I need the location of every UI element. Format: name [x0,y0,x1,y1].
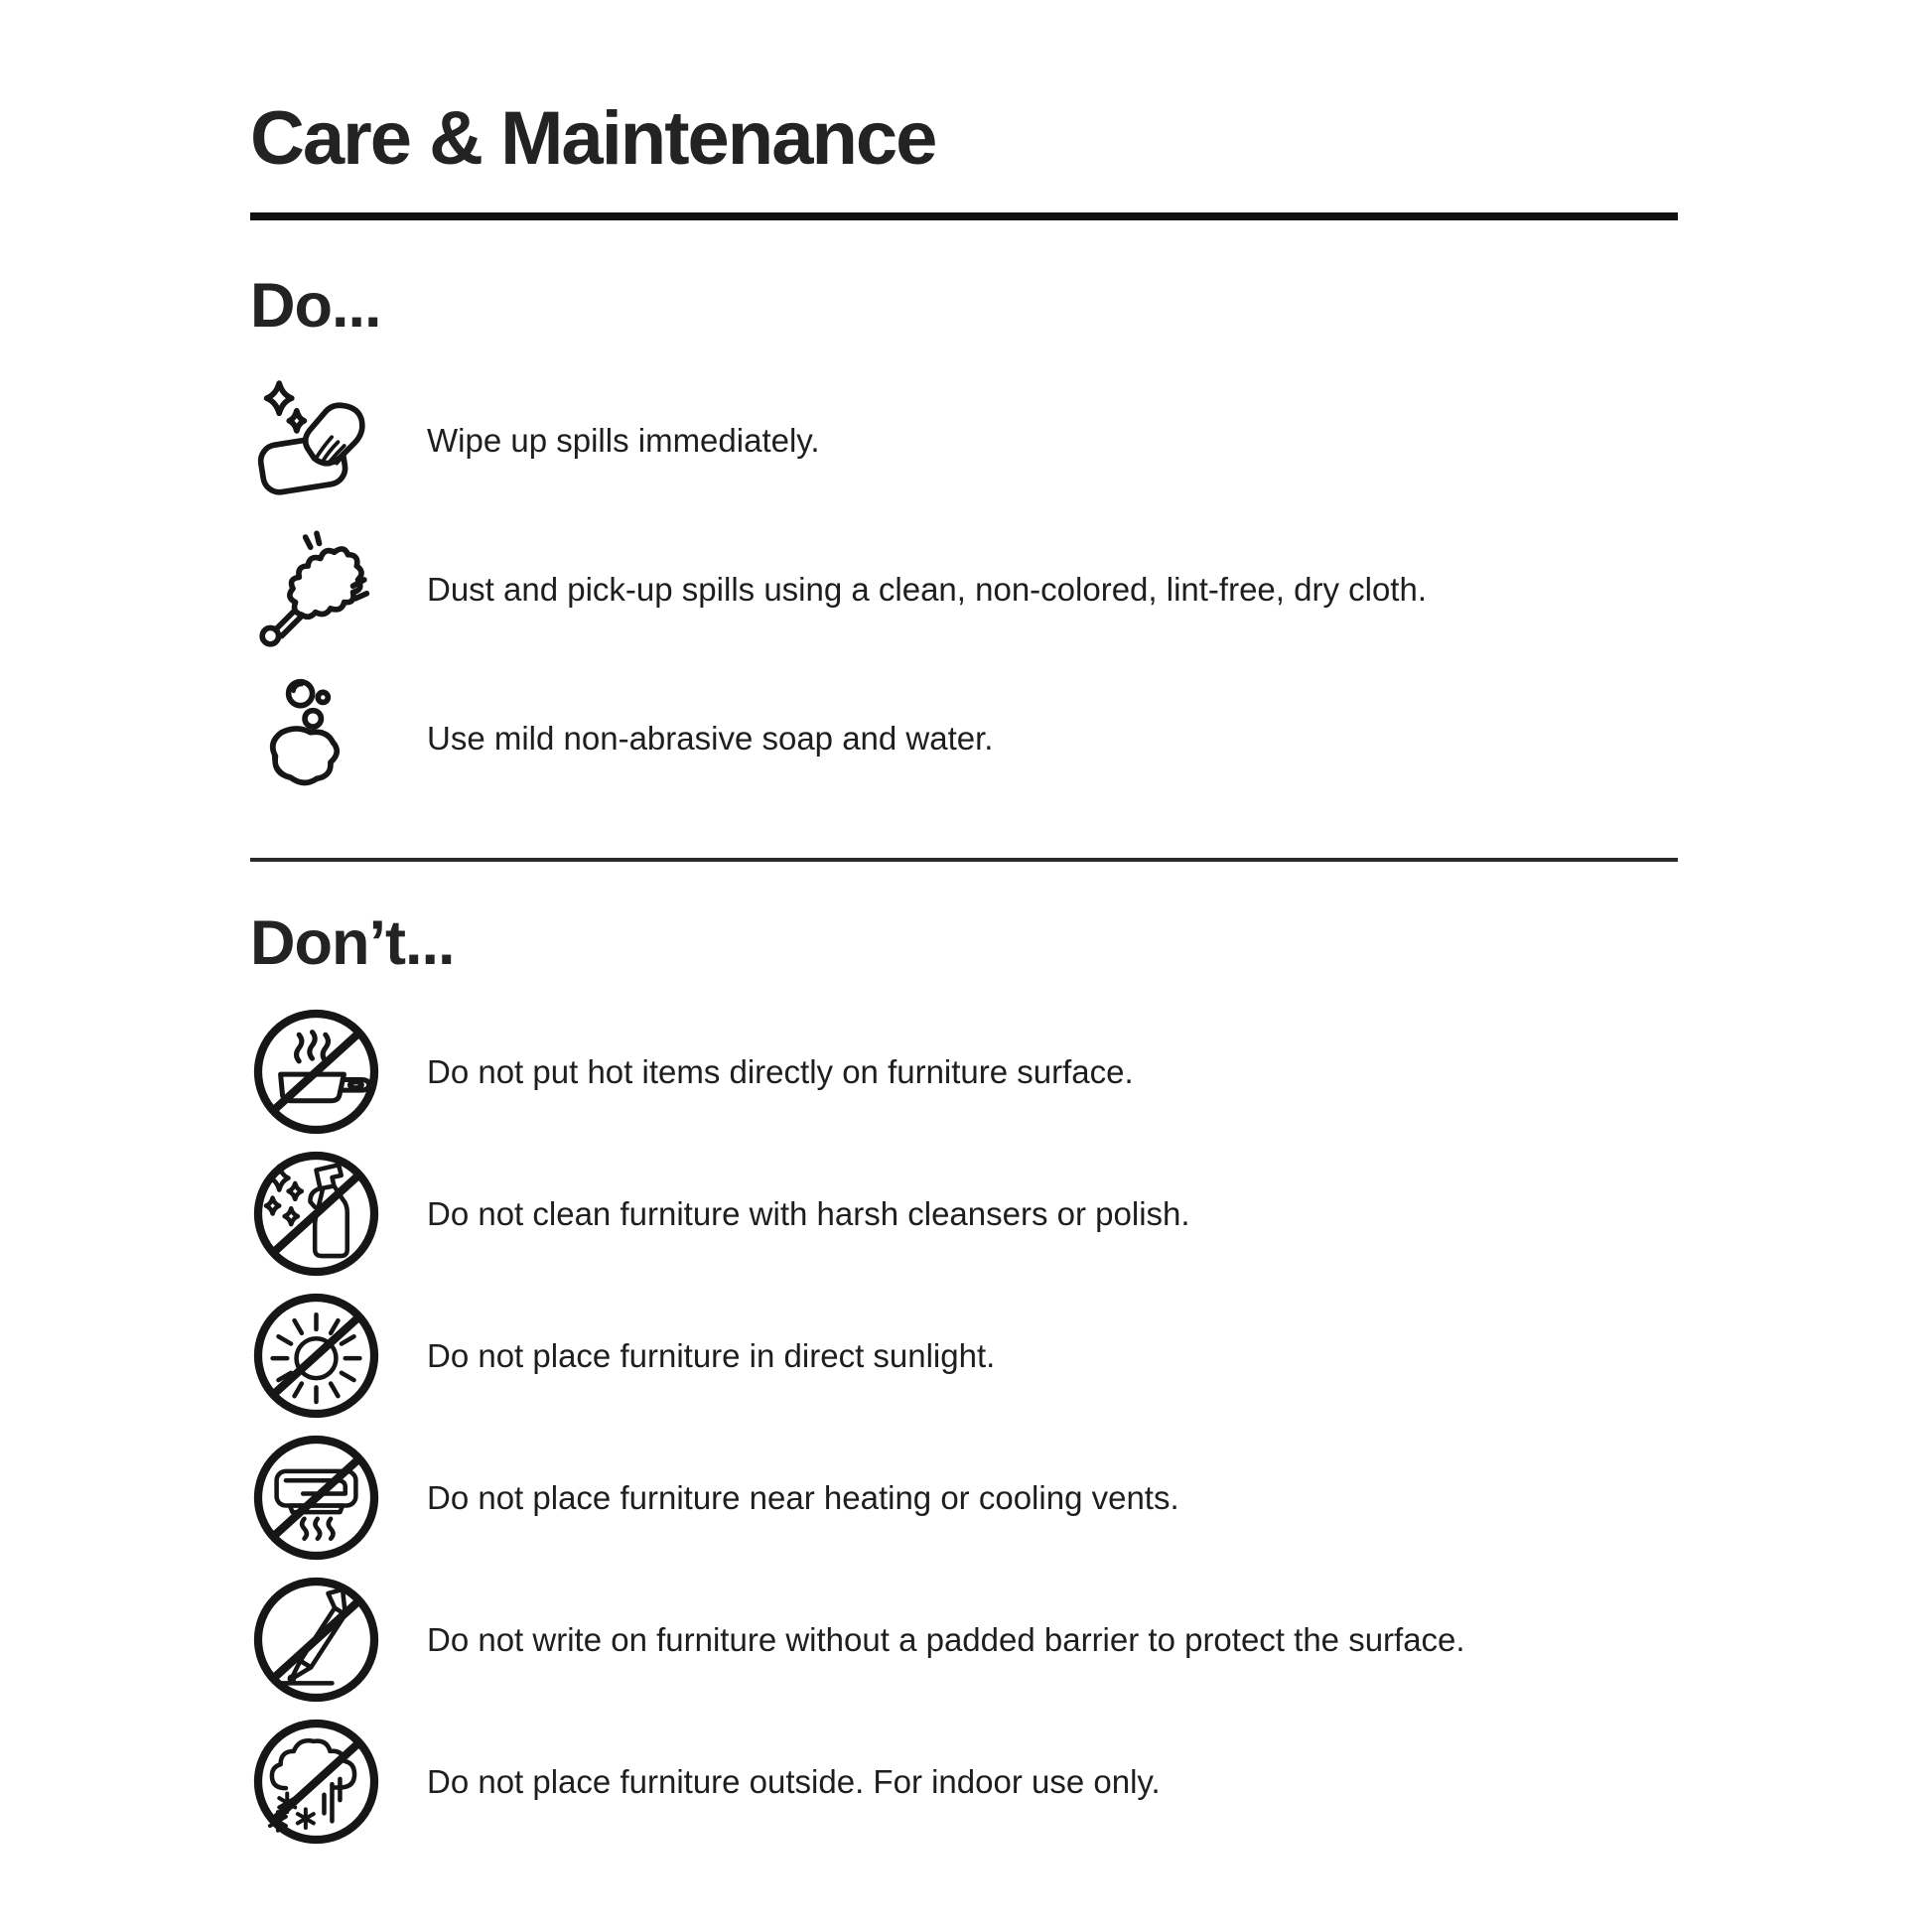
dont-item-row [250,1143,1678,1285]
dont-item-row [250,1569,1678,1711]
dont-item-row [250,1427,1678,1569]
dont-heading: Don’t... [250,908,455,979]
dont-item-row [250,1001,1678,1143]
dont-item-text: Do not clean furniture with harsh cleansers or polish. [427,1195,1190,1233]
do-item-text: Wipe up spills immediately. [427,422,820,460]
dont-item-text: Do not place furniture outside. For indoor use only. [427,1763,1161,1801]
dont-item-text: Do not put hot items directly on furniture surface. [427,1053,1134,1091]
wipe-hand-icon [250,375,382,507]
dont-section [250,907,1678,1853]
no-harsh-cleansers-icon [250,1148,382,1280]
duster-icon [250,524,382,656]
no-hot-items-icon [250,1006,382,1138]
no-outdoor-use-icon [250,1716,382,1848]
dont-item-row [250,1285,1678,1427]
do-section [250,270,1678,813]
do-item-text: Use mild non-abrasive soap and water. [427,720,994,758]
dont-item-text: Do not place furniture in direct sunlight. [427,1337,996,1375]
dont-item-text: Do not place furniture near heating or cooling vents. [427,1479,1179,1517]
soap-icon [250,673,382,805]
no-heating-vents-icon [250,1432,382,1564]
do-item-row [250,664,1678,813]
dont-item-row [250,1711,1678,1853]
dont-item-text: Do not write on furniture without a padded barrier to protect the surface. [427,1621,1465,1659]
no-writing-icon [250,1574,382,1706]
section-divider [250,858,1678,862]
do-item-row [250,366,1678,515]
do-item-text: Dust and pick-up spills using a clean, non-colored, lint-free, dry cloth. [427,571,1427,609]
do-item-row [250,515,1678,664]
page-title: Care & Maintenance [250,96,936,181]
no-direct-sunlight-icon [250,1290,382,1422]
title-divider [250,212,1678,220]
do-heading: Do... [250,270,381,341]
